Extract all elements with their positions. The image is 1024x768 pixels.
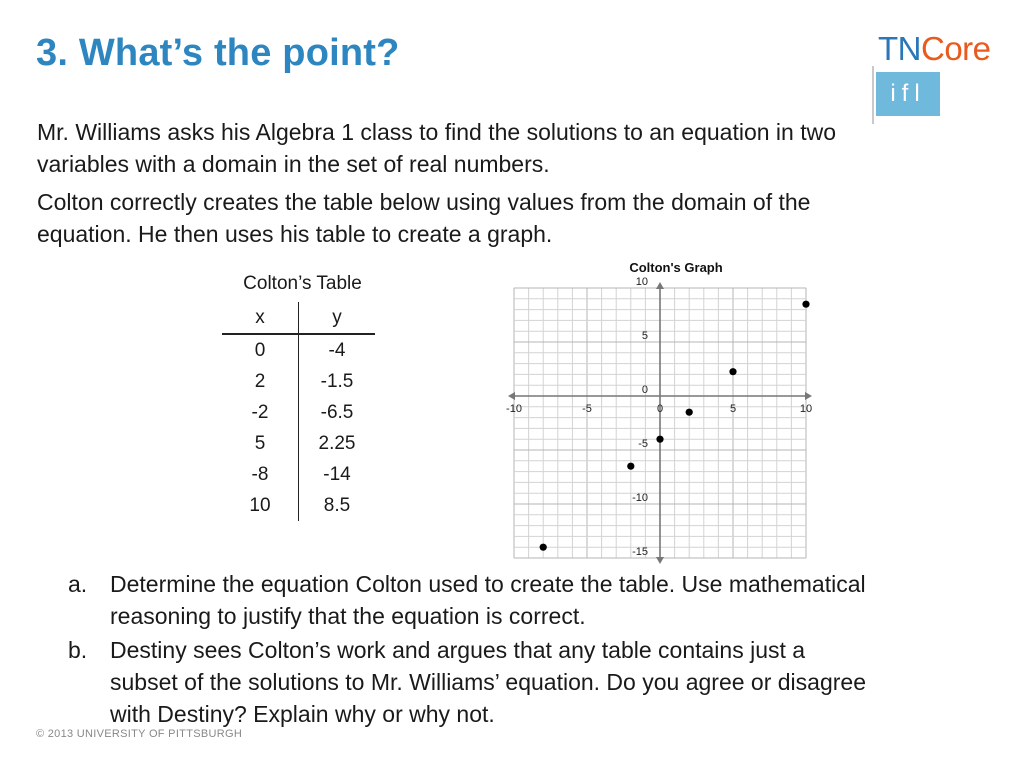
- logo-tn: TN: [878, 30, 921, 67]
- table-row: [222, 397, 375, 428]
- data-point: [627, 463, 634, 470]
- data-point: [686, 409, 693, 416]
- copyright-footer: © 2013 UNIVERSITY OF PITTSBURGH: [36, 728, 243, 740]
- table-row: [222, 428, 375, 459]
- table-caption: Colton’s Table: [243, 273, 362, 294]
- intro-paragraph: Mr. Williams asks his Algebra 1 class to find the solutions to an equation in two variables with a domain in the set of real numbers.: [37, 119, 837, 177]
- cell-x: 10: [222, 490, 299, 521]
- x-tick-label: 0: [656, 403, 664, 415]
- y-axis-arrow-up: [656, 282, 664, 289]
- logo-wordmark: [878, 30, 991, 68]
- cell-y: -1.5: [320, 370, 354, 392]
- data-point: [656, 436, 663, 443]
- cell-y: -6.5: [320, 401, 354, 423]
- data-point: [540, 544, 547, 551]
- cell-x: 0: [222, 334, 299, 366]
- y-tick-label: 0: [641, 384, 648, 396]
- table-row: [222, 459, 375, 490]
- x-tick-label: -10: [506, 403, 522, 415]
- question-text: Determine the equation Colton used to create the table. Use mathematical reasoning to justify that the equation is correct.: [110, 571, 866, 629]
- tncore-logo: [872, 30, 1012, 130]
- graph-title: Colton's Graph: [629, 260, 723, 275]
- question-text: Destiny sees Colton’s work and argues that any table contains just a subset of the solutions to Mr. Williams’ equation. Do you agree or disagree with Destiny? Explain why or why not.: [110, 637, 866, 727]
- logo-divider: [872, 66, 874, 124]
- question-item: [68, 568, 868, 632]
- coltons-table: [222, 302, 375, 521]
- x-tick-label: -5: [582, 403, 592, 415]
- y-axis-arrow-down: [656, 557, 664, 564]
- data-point: [802, 301, 809, 308]
- table-row: [222, 334, 375, 366]
- logo-core: Core: [921, 30, 991, 67]
- cell-y: 8.5: [323, 494, 351, 516]
- y-tick-label: -10: [632, 492, 648, 504]
- cell-x: -2: [222, 397, 299, 428]
- y-tick-label: 5: [641, 330, 648, 342]
- table-row: [222, 366, 375, 397]
- y-tick-label: 10: [635, 276, 648, 288]
- question-marker: b.: [68, 637, 88, 663]
- page-title: 3. What’s the point?: [36, 32, 400, 74]
- cell-x: -8: [222, 459, 299, 490]
- question-item: [68, 634, 868, 730]
- question-marker: a.: [68, 571, 88, 597]
- question-list: [68, 568, 868, 732]
- header-y: y: [299, 302, 376, 334]
- header-x: x: [222, 302, 299, 334]
- data-point: [729, 368, 736, 375]
- x-axis-arrow-left: [508, 392, 515, 400]
- x-axis-arrow-right: [805, 392, 812, 400]
- cell-x: 5: [222, 428, 299, 459]
- y-tick-label: -5: [638, 438, 648, 450]
- coltons-graph: [495, 256, 825, 566]
- x-tick-label: 10: [799, 403, 813, 415]
- cell-y: 2.25: [318, 432, 356, 454]
- table-row: [222, 490, 375, 521]
- cell-y: -14: [323, 463, 351, 485]
- x-tick-label: 5: [729, 403, 737, 415]
- table-header-row: [222, 302, 375, 334]
- cell-y: -4: [328, 339, 346, 361]
- logo-ifl: ifl: [876, 72, 940, 116]
- table-paragraph: Colton correctly creates the table below using values from the domain of the equation. He then uses his table to create a graph.: [37, 189, 811, 247]
- y-tick-label: -15: [632, 546, 648, 558]
- cell-x: 2: [222, 366, 299, 397]
